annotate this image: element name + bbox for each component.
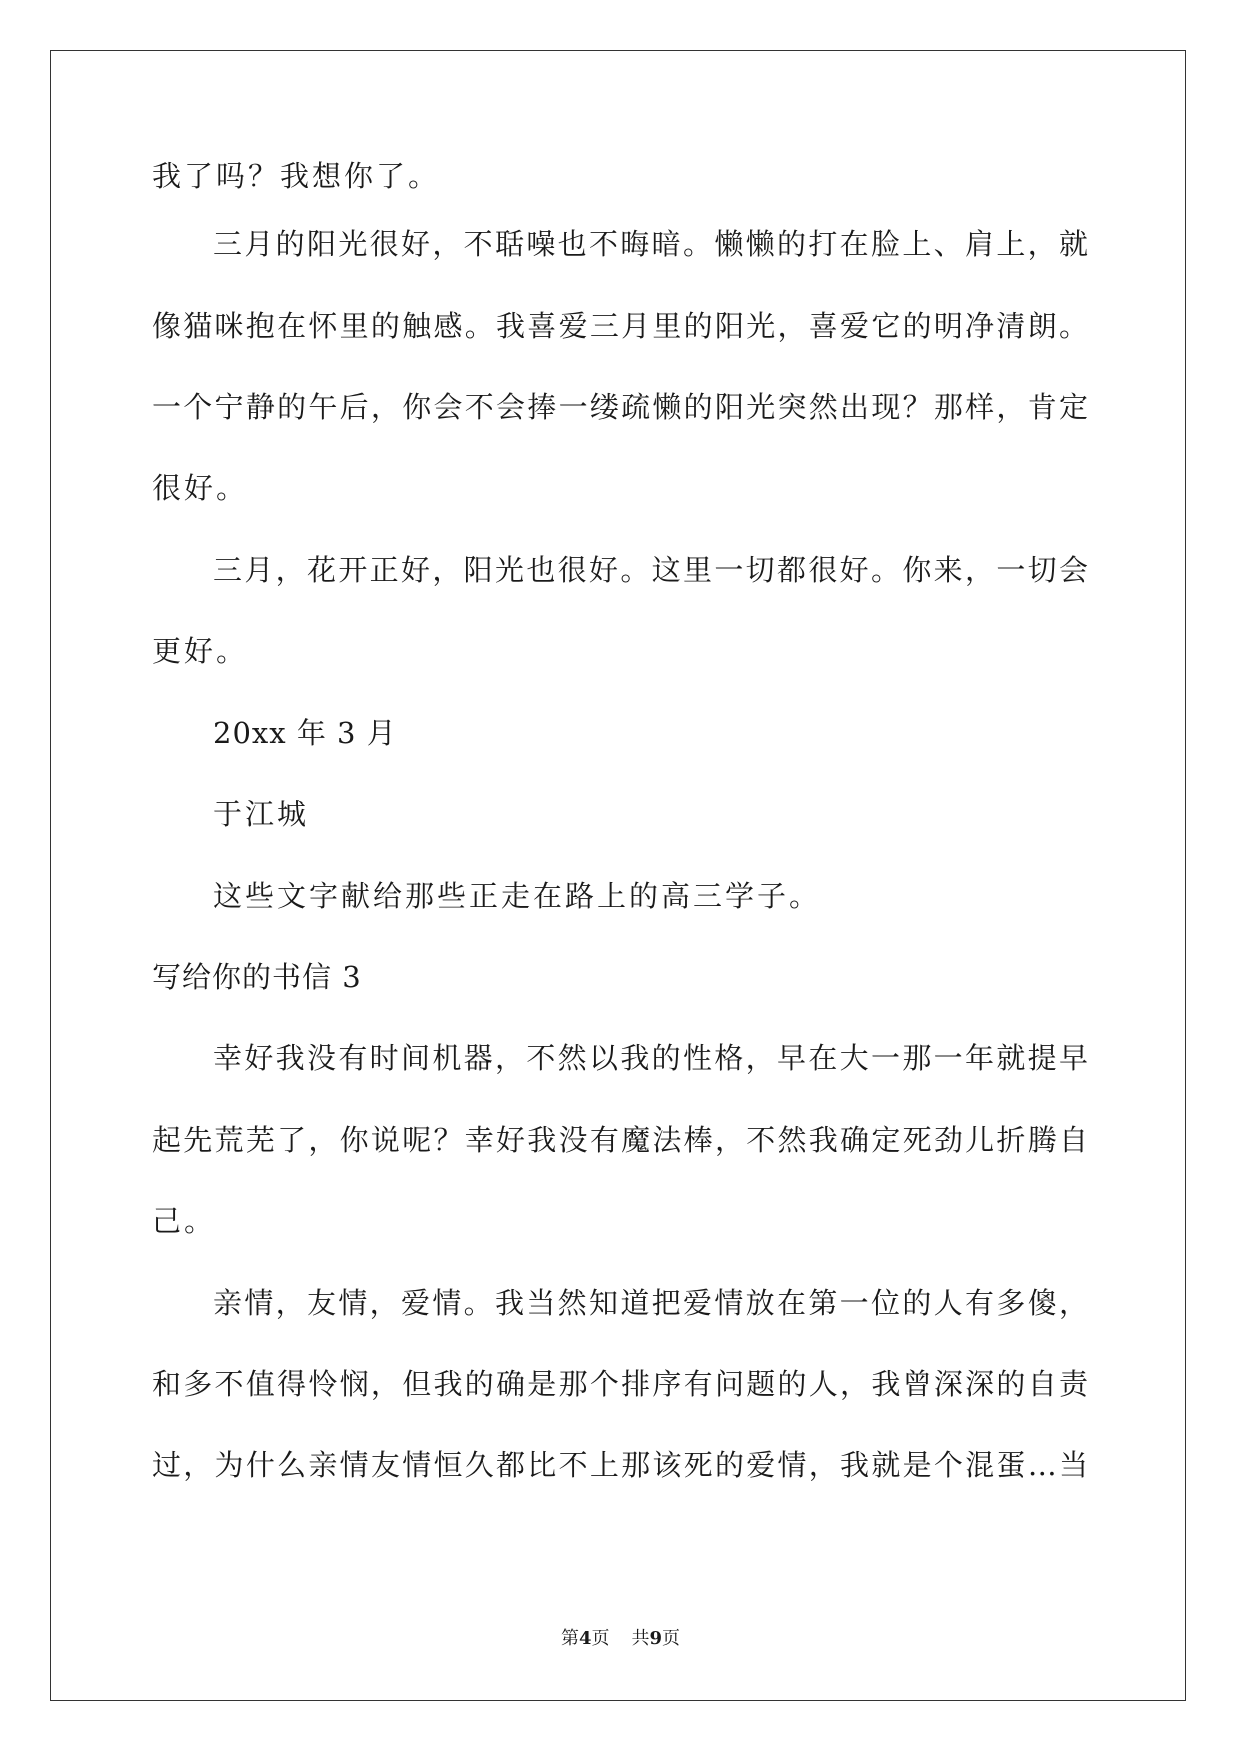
place-line: 于江城 — [213, 797, 310, 831]
text-line: 一个宁静的午后，你会不会捧一缕疏懒的阳光突然出现？那样，肯定 — [152, 390, 1088, 424]
page-footer — [0, 1628, 1241, 1650]
total-suffix: 页 — [662, 1628, 681, 1649]
text-line: 我了吗？我想你了。 — [152, 159, 441, 193]
text-line: 起先荒芜了，你说呢？幸好我没有魔法棒，不然我确定死劲儿折腾自 — [152, 1123, 1088, 1157]
total-prefix: 共 — [631, 1628, 650, 1649]
text-line: 更好。 — [152, 634, 249, 668]
date-line: 20xx 年 3 月 — [213, 716, 397, 750]
text-line: 亲情，友情，爱情。我当然知道把爱情放在第一位的人有多傻， — [213, 1286, 1088, 1320]
text-line: 像猫咪抱在怀里的触感。我喜爱三月里的阳光，喜爱它的明净清朗。 — [152, 309, 1088, 343]
text-line: 三月，花开正好，阳光也很好。这里一切都很好。你来，一切会 — [213, 553, 1088, 587]
text-line: 和多不值得怜悯，但我的确是那个排序有问题的人，我曾深深的自责 — [152, 1367, 1088, 1401]
text-line: 己。 — [152, 1204, 217, 1238]
text-line: 这些文字献给那些正走在路上的高三学子。 — [213, 879, 822, 913]
page-total: 9 — [649, 1628, 663, 1649]
text-line: 幸好我没有时间机器，不然以我的性格，早在大一那一年就提早 — [213, 1041, 1088, 1075]
section-heading: 写给你的书信 3 — [152, 960, 362, 994]
page-prefix: 第 — [560, 1628, 579, 1649]
text-line: 过，为什么亲情友情恒久都比不上那该死的爱情，我就是个混蛋…当 — [152, 1448, 1088, 1482]
text-line: 三月的阳光很好，不聒噪也不晦暗。懒懒的打在脸上、肩上，就 — [213, 227, 1088, 261]
page-current: 4 — [578, 1628, 592, 1649]
text-line: 很好。 — [152, 471, 249, 505]
page-suffix: 页 — [591, 1628, 610, 1649]
